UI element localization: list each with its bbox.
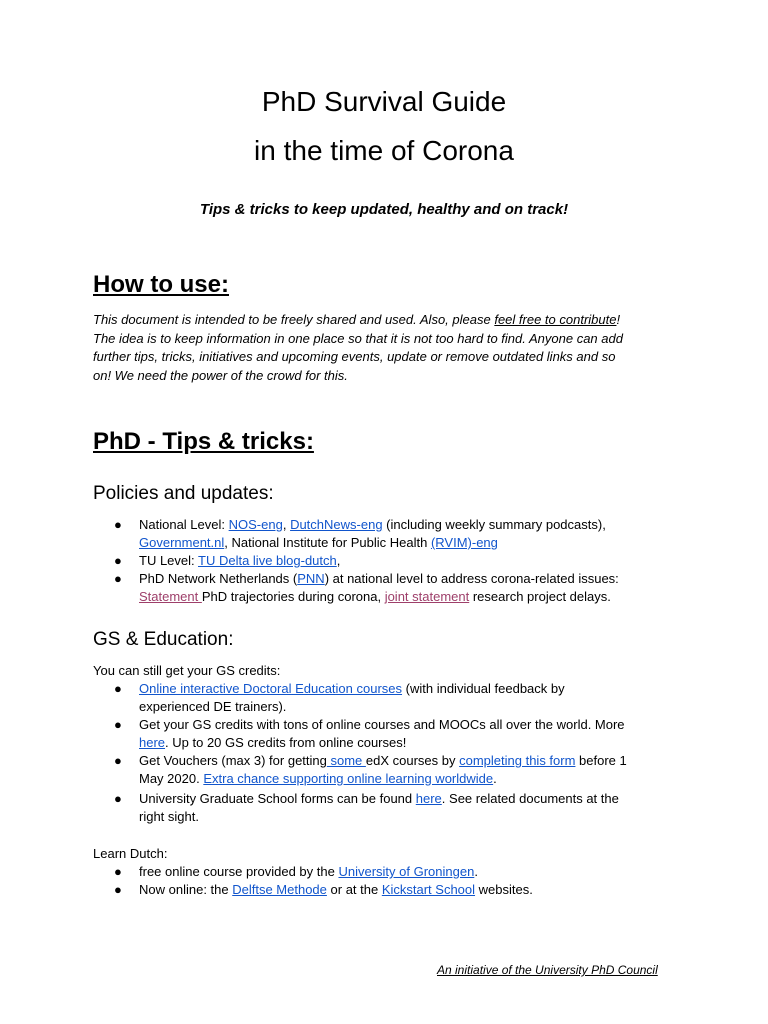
pnn-prefix: PhD Network Netherlands (: [139, 571, 298, 586]
title-line-1: PhD Survival Guide: [261, 86, 507, 117]
contribute-link[interactable]: feel free to contribute: [494, 312, 617, 327]
gs-b4-prefix: University Graduate School forms can be found: [139, 791, 416, 806]
how-to-use-line-4: on! We need the power of the crowd for this.: [93, 367, 348, 383]
dutch-b1-prefix: free online course provided by the: [139, 864, 339, 879]
pnn-link[interactable]: PNN: [297, 571, 325, 586]
gs-bullet-3-line-1: [139, 752, 627, 770]
how-to-use-line-3: further tips, tricks, initiatives and upcoming events, update or remove outdated links and so: [93, 349, 616, 364]
gs-forms-here-link[interactable]: here: [415, 791, 442, 806]
dutch-bullet-2: [139, 881, 533, 899]
statement-link[interactable]: Statement: [139, 589, 202, 604]
gs-b3-end: .: [493, 771, 497, 786]
bullet-icon: ●: [114, 517, 122, 532]
gs-bullet-2-line-1: Get your GS credits with tons of online courses and MOOCs all over the world. More: [139, 717, 625, 732]
tips-heading: PhD - Tips & tricks:: [93, 428, 314, 455]
how-to-use-line-2: The idea is to keep information in one place so that it is not too hard to find. Anyone can add: [93, 330, 623, 346]
gs-bullet-4-line-2: right sight.: [139, 809, 199, 824]
gs-b3-mid: edX courses by: [365, 753, 460, 768]
gs-b3-prefix: Get Vouchers (max 3) for getting: [139, 753, 327, 768]
bullet-icon: ●: [114, 571, 122, 586]
extra-chance-link[interactable]: Extra chance supporting online learning worldwide: [203, 771, 494, 786]
policy-pnn-line-1: [139, 570, 619, 588]
how-to-use-text-1: This document is intended to be freely shared and used. Also, please: [93, 312, 495, 327]
gs-intro: You can still get your GS credits:: [93, 663, 281, 678]
bullet-icon: ●: [114, 864, 122, 879]
gs-b3-line2-prefix: May 2020.: [139, 771, 204, 786]
delftse-methode-link[interactable]: Delftse Methode: [232, 882, 327, 897]
doctoral-education-link[interactable]: Online interactive Doctoral Education courses: [139, 681, 403, 696]
policies-heading: Policies and updates:: [93, 483, 274, 504]
subtitle: Tips & tricks to keep updated, healthy and on track!: [199, 201, 569, 218]
footer-initiative: An initiative of the University PhD Council: [437, 963, 658, 977]
dutch-b2-end: websites.: [475, 882, 533, 897]
gs-bullet-1-line-1: [139, 680, 565, 698]
tu-suffix: ,: [336, 553, 341, 568]
online-courses-here-link[interactable]: here: [139, 735, 166, 750]
how-to-use-line-1: [93, 311, 683, 330]
title-line-2: in the time of Corona: [254, 135, 514, 166]
dutchnews-link[interactable]: DutchNews-eng: [290, 517, 383, 532]
dutch-b2-prefix: Now online: the: [139, 882, 233, 897]
government-link[interactable]: Government.nl: [139, 535, 225, 550]
dutch-bullet-1: [139, 863, 478, 881]
separator: ,: [282, 517, 291, 532]
how-to-use-paragraph: [93, 311, 683, 385]
rivm-link[interactable]: (RVIM)-eng: [430, 535, 498, 550]
gs-b4-suffix: . See related documents at the: [441, 791, 619, 806]
rivm-text: , National Institute for Public Health: [224, 535, 431, 550]
bullet-icon: ●: [114, 753, 122, 768]
dutch-b2-mid: or at the: [326, 882, 382, 897]
gs-bullet-3-line-2: [139, 770, 497, 788]
joint-statement-link[interactable]: joint statement: [384, 589, 470, 604]
gs-bullet-4-line-1: [139, 790, 619, 808]
dutch-b1-end: .: [474, 864, 478, 879]
gs-b2-text: . Up to 20 GS credits from online courses!: [165, 735, 407, 750]
bullet-icon: ●: [114, 681, 122, 696]
bullet-icon: ●: [114, 791, 122, 806]
university-groningen-link[interactable]: University of Groningen: [338, 864, 475, 879]
policy-tu-line: [139, 552, 340, 570]
bullet-icon: ●: [114, 882, 122, 897]
gs-b3-suffix: before 1: [575, 753, 627, 768]
nos-link[interactable]: NOS-eng: [228, 517, 283, 532]
gs-bullet-1-line-2: experienced DE trainers).: [139, 699, 287, 714]
bullet-icon: ●: [114, 717, 122, 732]
gs-bullet-2-line-2: [139, 734, 406, 752]
statement-text: PhD trajectories during corona,: [201, 589, 385, 604]
policy-national-line-2: [139, 534, 498, 552]
gs-heading: GS & Education:: [93, 629, 234, 650]
national-prefix: National Level:: [139, 517, 229, 532]
some-link[interactable]: some: [326, 753, 366, 768]
joint-text: research project delays.: [469, 589, 611, 604]
tu-delta-link[interactable]: TU Delta live blog-dutch: [198, 553, 337, 568]
kickstart-school-link[interactable]: Kickstart School: [381, 882, 476, 897]
gs-b1-text: (with individual feedback by: [402, 681, 565, 696]
completing-form-link[interactable]: completing this form: [459, 753, 576, 768]
policy-pnn-line-2: [139, 588, 611, 606]
tu-prefix: TU Level:: [139, 553, 199, 568]
how-to-use-heading: How to use:: [93, 271, 229, 298]
dutch-intro: Learn Dutch:: [93, 846, 168, 861]
pnn-suffix: ) at national level to address corona-related issues:: [324, 571, 619, 586]
bullet-icon: ●: [114, 553, 122, 568]
national-suffix: (including weekly summary podcasts),: [382, 517, 606, 532]
how-to-use-text-2: !: [616, 312, 621, 327]
policy-national-line-1: [139, 516, 606, 534]
